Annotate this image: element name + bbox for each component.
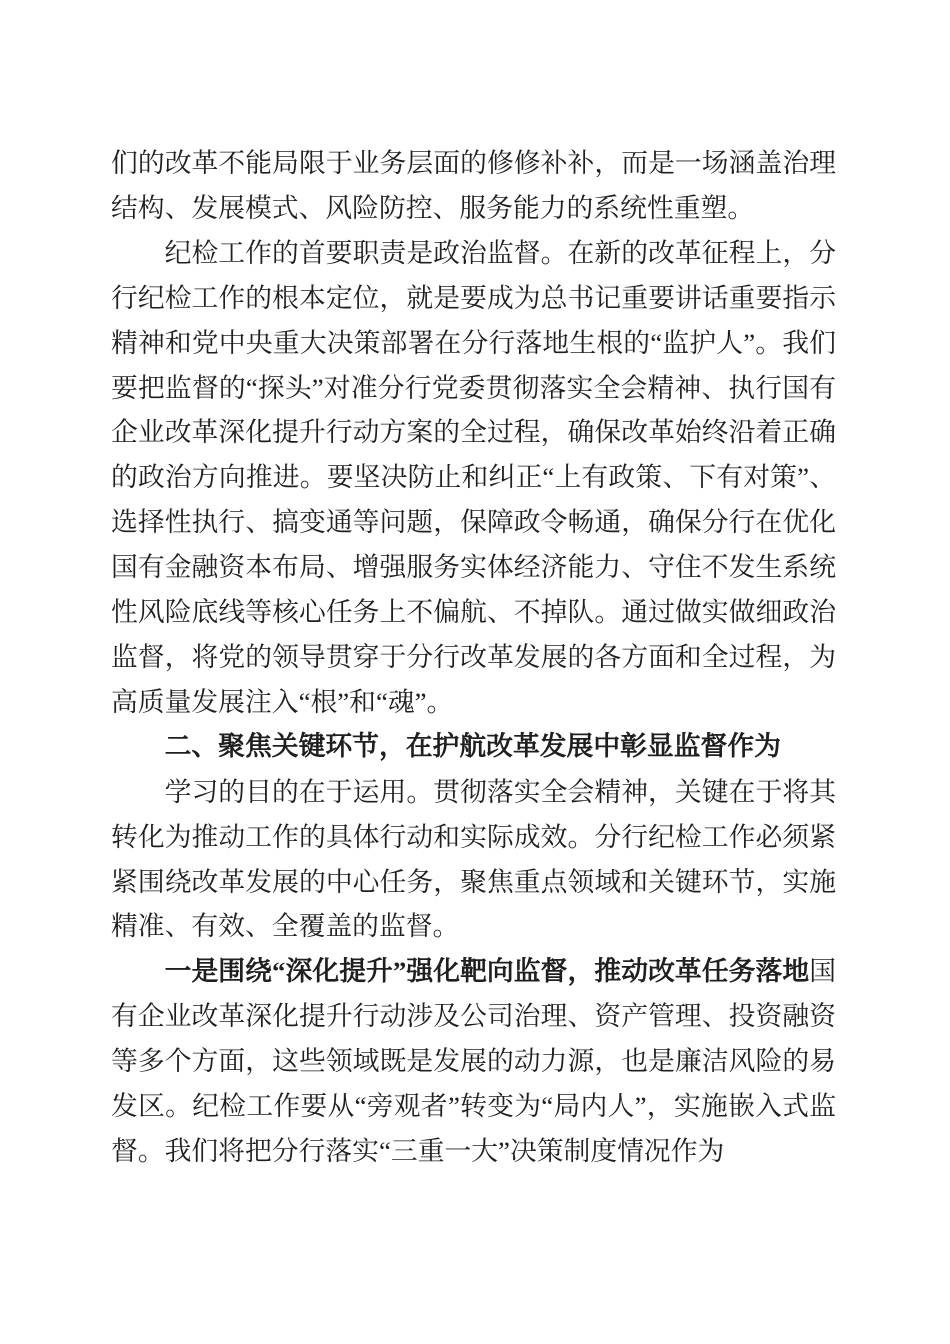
body-paragraph [111,141,836,231]
section-heading [111,725,836,770]
bold-text-run: 一是围绕“深化提升”强化靶向监督，推动改革任务落地 [164,956,810,987]
body-paragraph [111,231,836,725]
text-run: 国有企业改革深化提升行动涉及公司治理、资产管理、投资融资等多个方面，这些领域既是发展的动力源，也是廉洁风险的易发区。纪检工作要从“旁观者”转变为“局内人”，实施嵌入式监督。我们将把分行落实“三重一大”决策制度情况作为 [111,956,836,1166]
text-run: 纪检工作的首要职责是政治监督。在新的改革征程上，分行纪检工作的根本定位，就是要成为总书记重要讲话重要指示精神和党中央重大决策部署在分行落地生根的“监护人”。我们要把监督的“探头”对准分行党委贯彻落实全会精神、执行国有企业改革深化提升行动方案的全过程，确保改革始终沿着正确的政治方向推进。要坚决防止和纠正“上有政策、下有对策”、选择性执行、搞变通等问题，保障政令畅通，确保分行在优化国有金融资本布局、增强服务实体经济能力、守住不发生系统性风险底线等核心任务上不偏航、不掉队。通过做实做细政治监督，将党的领导贯穿于分行改革发展的各方面和全过程，为高质量发展注入“根”和“魂”。 [111,237,836,717]
text-run: 学习的目的在于运用。贯彻落实全会精神，关键在于将其转化为推动工作的具体行动和实际成效。分行纪检工作必须紧紧围绕改革发展的中心任务，聚焦重点领域和关键环节，实施精准、有效、全覆盖的监督。 [111,776,836,942]
document-content [111,141,836,1174]
bold-text-run: 二、聚焦关键环节，在护航改革发展中彰显监督作为 [164,730,781,762]
body-paragraph [111,770,836,950]
body-paragraph [111,949,836,1174]
text-run: 们的改革不能局限于业务层面的修修补补，而是一场涵盖治理结构、发展模式、风险防控、服务能力的系统性重塑。 [111,148,836,223]
